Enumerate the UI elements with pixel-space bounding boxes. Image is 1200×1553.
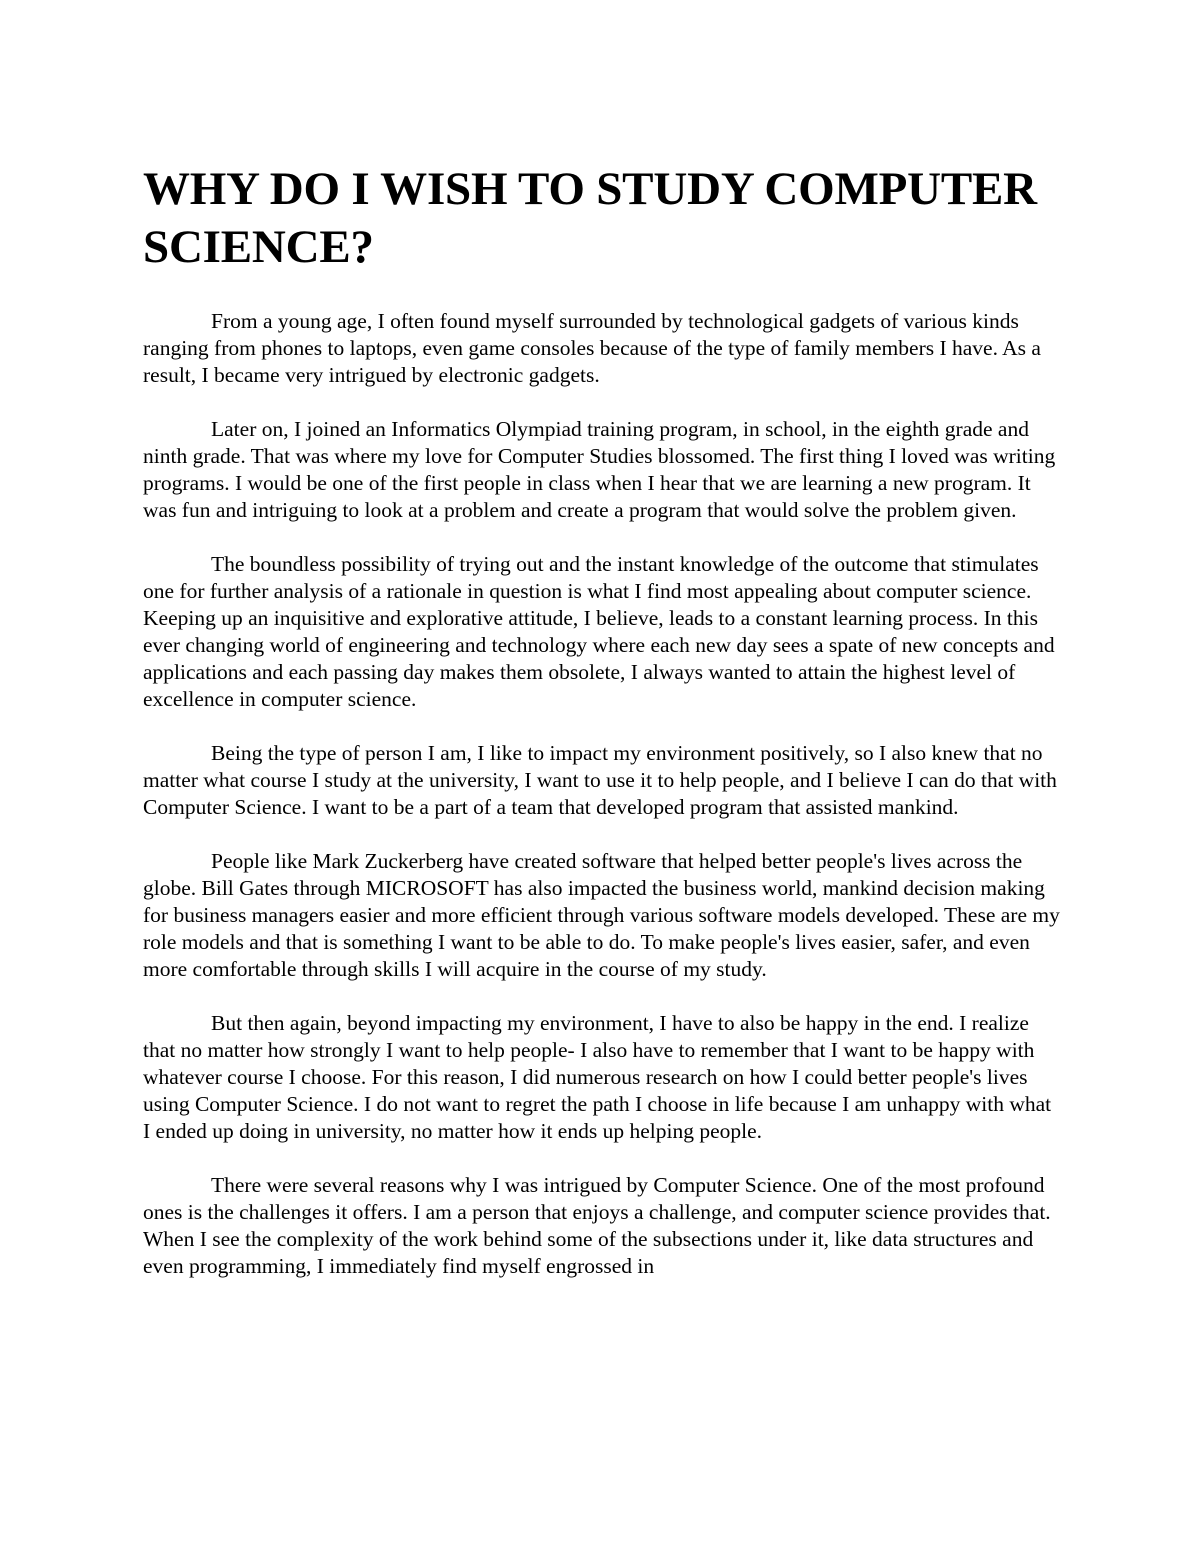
essay-title: WHY DO I WISH TO STUDY COMPUTER SCIENCE? [143, 163, 1037, 273]
essay-body [143, 308, 1060, 1280]
paragraph: But then again, beyond impacting my environment, I have to also be happy in the end. I realize that no matter how strongly I want to help people- I also have to remember that I want to be happy with whatever course I choose. For this reason, I did numerous research on how I could better people's lives using Computer Science. I do not want to regret the path I choose in life because I am unhappy with what I ended up doing in university, no matter how it ends up helping people. [143, 1011, 1052, 1143]
paragraph: People like Mark Zuckerberg have created software that helped better people's lives across the globe. Bill Gates through MICROSOFT has also impacted the business world, mankind decision making for business managers easier and more efficient through various software models developed. These are my role models and that is something I want to be able to do. To make people's lives easier, safer, and even more comfortable through skills I will acquire in the course of my study. [143, 849, 1060, 981]
paragraph: There were several reasons why I was intrigued by Computer Science. One of the most profound ones is the challenges it offers. I am a person that enjoys a challenge, and computer science provides that. When I see the complexity of the work behind some of the subsections under it, like data structures and even programming, I immediately find myself engrossed in [143, 1173, 1051, 1278]
paragraph: From a young age, I often found myself surrounded by technological gadgets of various kinds ranging from phones to laptops, even game consoles because of the type of family members I have. As a result, I became very intrigued by electronic gadgets. [143, 309, 1041, 387]
paragraph: Being the type of person I am, I like to impact my environment positively, so I also knew that no matter what course I study at the university, I want to use it to help people, and I believe I can do that with Computer Science. I want to be a part of a team that developed program that assisted mankind. [143, 741, 1057, 819]
paragraph: The boundless possibility of trying out and the instant knowledge of the outcome that stimulates one for further analysis of a rationale in question is what I find most appealing about computer science. Keeping up an inquisitive and explorative attitude, I believe, leads to a constant learning process. In this ever changing world of engineering and technology where each new day sees a spate of new concepts and applications and each passing day makes them obsolete, I always wanted to attain the highest level of excellence in computer science. [143, 552, 1055, 711]
paragraph: Later on, I joined an Informatics Olympiad training program, in school, in the eighth grade and ninth grade. That was where my love for Computer Studies blossomed. The first thing I loved was writing programs. I would be one of the first people in class when I hear that we are learning a new program. It was fun and intriguing to look at a problem and create a program that would solve the problem given. [143, 417, 1056, 522]
